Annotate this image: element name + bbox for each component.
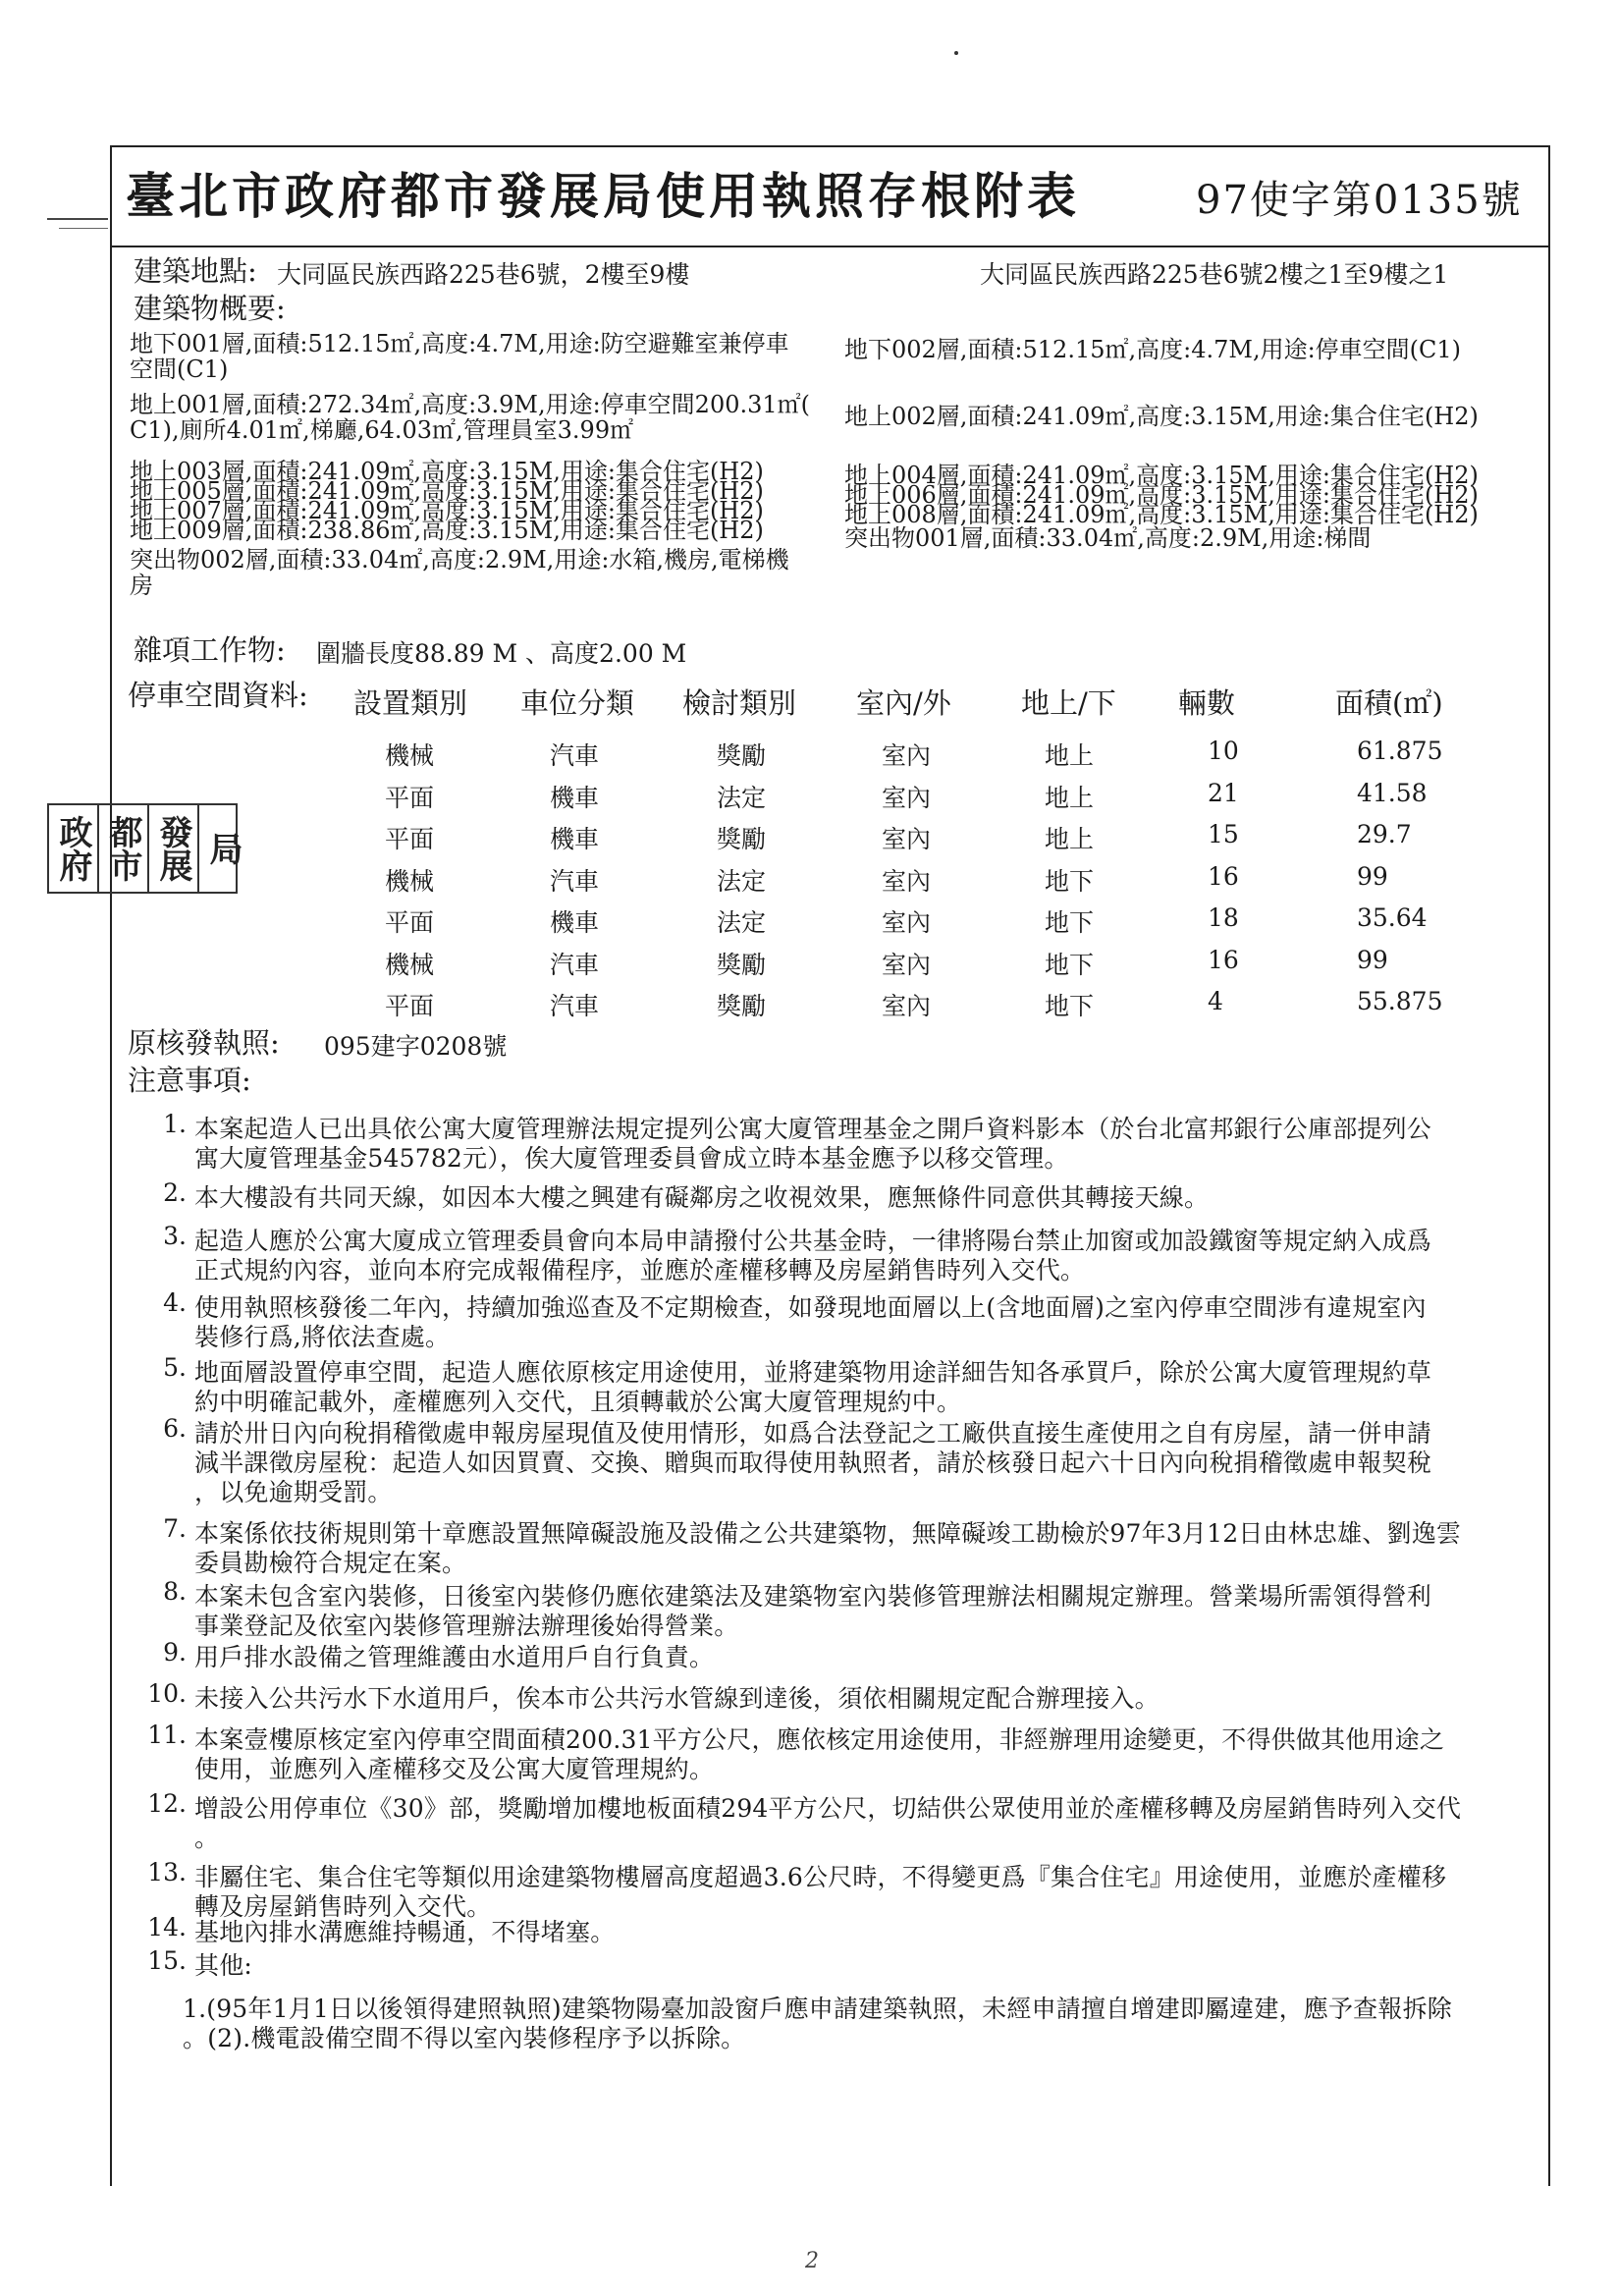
parking-cell: 平面 <box>385 825 435 853</box>
note-number: 4. <box>163 1288 187 1317</box>
parking-cell: 機車 <box>550 783 600 812</box>
note-number: 2. <box>163 1178 187 1207</box>
note-text: 裝修行爲,將依法查處。 <box>194 1323 451 1351</box>
parking-cell: 室內 <box>882 783 932 812</box>
overview-right-line: 地上008層,面積:241.09㎡,高度:3.15M,用途:集合住宅(H2) <box>844 501 1479 528</box>
note-text: 未接入公共污水下水道用戶，俟本市公共污水管線到達後，須依相關規定配合辦理接入。 <box>194 1684 1160 1713</box>
parking-label: 停車空間資料: <box>128 679 308 712</box>
parking-cell: 法定 <box>717 866 767 896</box>
parking-col-header: 檢討類別 <box>682 686 797 720</box>
parking-cell: 獎勵 <box>717 992 767 1020</box>
frame-left-rule <box>110 145 112 2186</box>
original-permit-label: 原核發執照: <box>128 1026 280 1060</box>
permit-number: 97使字第0135號 <box>1196 178 1523 223</box>
note-number: 1. <box>163 1110 187 1138</box>
misc-works-value: 圍牆長度88.89 M 、高度2.00 M <box>316 639 687 668</box>
overview-right-line: 地上002層,面積:241.09㎡,高度:3.15M,用途:集合住宅(H2) <box>844 403 1479 430</box>
overview-right-line: 地上006層,面積:241.09㎡,高度:3.15M,用途:集合住宅(H2) <box>844 481 1479 509</box>
note-number: 13. <box>147 1858 187 1886</box>
site-address: 大同區民族西路225巷6號，2樓至9樓 <box>277 260 690 289</box>
parking-cell: 平面 <box>385 992 435 1020</box>
note-text: ，以免逾期受罰。 <box>194 1478 393 1506</box>
parking-col-header: 室內/外 <box>856 686 951 720</box>
parking-cell: 室內 <box>882 908 932 937</box>
parking-cell: 29.7 <box>1357 820 1412 848</box>
note-text: 增設公用停車位《30》部，獎勵增加樓地板面積294平方公尺，切結供公眾使用並於產權移轉及房屋銷售時列入交代 <box>194 1794 1462 1823</box>
parking-col-header: 設置類別 <box>353 686 468 720</box>
note-text: 本案係依技術規則第十章應設置無障礙設施及設備之公共建築物，無障礙竣工勘檢於97年3月12日由林忠雄、劉逸雲 <box>194 1519 1462 1548</box>
parking-cell: 獎勵 <box>717 741 767 770</box>
note-text: 本案未包含室內裝修，日後室內裝修仍應依建築法及建築物室內裝修管理辦法相關規定辦理。營業場所需領得營利 <box>194 1582 1432 1611</box>
note-text: 約中明確記載外，產權應列入交代，且須轉載於公寓大廈管理規約中。 <box>194 1388 962 1416</box>
note-text: 地面層設置停車空間，起造人應依原核定用途使用，並將建築物用途詳細告知各承買戶，除於公寓大廈管理規約草 <box>194 1358 1432 1387</box>
note-number: 5. <box>163 1353 187 1382</box>
parking-cell: 35.64 <box>1357 903 1428 932</box>
note-number: 7. <box>163 1514 187 1543</box>
parking-cell: 地上 <box>1045 783 1095 812</box>
parking-cell: 55.875 <box>1357 987 1443 1015</box>
overview-left-line: 地上003層,面積:241.09㎡,高度:3.15M,用途:集合住宅(H2) <box>130 458 764 485</box>
parking-cell: 地下 <box>1045 866 1095 896</box>
overview-left-line: 地下001層,面積:512.15㎡,高度:4.7M,用途:防空避難室兼停車 <box>130 330 789 357</box>
parking-cell: 室內 <box>882 825 932 853</box>
note-text: 用戶排水設備之管理維護由水道用戶自行負責。 <box>194 1643 715 1671</box>
parking-cell: 機車 <box>550 908 600 937</box>
overview-label: 建築物概要: <box>134 292 286 325</box>
note-number: 14. <box>147 1913 187 1941</box>
scan-speck <box>954 51 958 55</box>
overview-left-line: 地上001層,面積:272.34㎡,高度:3.9M,用途:停車空間200.31㎡( <box>130 391 811 418</box>
overview-left-line: 地上005層,面積:241.09㎡,高度:3.15M,用途:集合住宅(H2) <box>130 477 764 505</box>
parking-cell: 獎勵 <box>717 950 767 979</box>
parking-cell: 地下 <box>1045 950 1095 979</box>
scan-artifact <box>47 218 108 220</box>
parking-cell: 18 <box>1208 903 1239 932</box>
parking-cell: 99 <box>1357 945 1388 974</box>
note-number: 8. <box>163 1577 187 1606</box>
parking-cell: 室內 <box>882 741 932 770</box>
note-text: 。 <box>194 1824 220 1852</box>
note-number: 3. <box>163 1222 187 1250</box>
notes-label: 注意事項: <box>128 1064 251 1097</box>
note-number: 11. <box>147 1721 187 1749</box>
overview-left-line: 房 <box>130 572 153 599</box>
overview-right-line: 地下002層,面積:512.15㎡,高度:4.7M,用途:停車空間(C1) <box>844 336 1462 363</box>
parking-cell: 法定 <box>717 908 767 937</box>
note-text: 其他: <box>194 1951 253 1980</box>
site-address-units: 大同區民族西路225巷6號2樓之1至9樓之1 <box>980 260 1449 289</box>
parking-cell: 4 <box>1208 987 1223 1015</box>
document-title: 臺北市政府都市發展局使用執照存根附表 <box>126 167 1080 225</box>
parking-cell: 法定 <box>717 783 767 812</box>
frame-right-rule <box>1548 145 1550 2186</box>
note-number: 6. <box>163 1414 187 1443</box>
parking-cell: 室內 <box>882 950 932 979</box>
parking-cell: 機械 <box>385 866 435 896</box>
parking-cell: 15 <box>1208 820 1239 848</box>
overview-left-line: 地上009層,面積:238.86㎡,高度:3.15M,用途:集合住宅(H2) <box>130 517 764 544</box>
parking-col-header: 面積(㎡) <box>1335 686 1443 720</box>
scan-artifact <box>59 228 108 229</box>
note-text: 非屬住宅、集合住宅等類似用途建築物樓層高度超過3.6公尺時，不得變更爲『集合住宅』用途使用，並應於產權移 <box>194 1863 1447 1891</box>
note-text: 正式規約內容，並向本府完成報備程序，並應於產權移轉及房屋銷售時列入交代。 <box>194 1256 1086 1285</box>
note-other-text: 。(2).機電設備空間不得以室內裝修程序予以拆除。 <box>183 2024 746 2052</box>
parking-cell: 99 <box>1357 861 1388 891</box>
note-number: 9. <box>163 1638 187 1667</box>
note-text: 請於卅日內向稅捐稽徵處申報房屋現值及使用情形，如爲合法登記之工廠供直接生產使用之自有房屋，請一併申請 <box>194 1419 1432 1448</box>
note-number: 12. <box>147 1789 187 1818</box>
note-text: 委員勘檢符合規定在案。 <box>194 1549 467 1577</box>
parking-cell: 41.58 <box>1357 778 1428 807</box>
note-number: 15. <box>147 1946 187 1975</box>
note-text: 使用，並應列入產權移交及公寓大廈管理規約。 <box>194 1755 715 1783</box>
overview-left-line: 地上007層,面積:241.09㎡,高度:3.15M,用途:集合住宅(H2) <box>130 497 764 524</box>
parking-cell: 地下 <box>1045 992 1095 1020</box>
parking-col-header: 地上/下 <box>1021 686 1116 720</box>
frame-top-rule <box>110 145 1550 147</box>
note-text: 本大樓設有共同天線，如因本大樓之興建有礙鄰房之收視效果，應無條件同意供其轉接天線。 <box>194 1183 1210 1212</box>
parking-cell: 機械 <box>385 741 435 770</box>
original-permit-value: 095建字0208號 <box>324 1032 508 1061</box>
note-text: 本案起造人已出具依公寓大廈管理辦法規定提列公寓大廈管理基金之開戶資料影本（於台北富邦銀行公庫部提列公 <box>194 1115 1432 1143</box>
parking-cell: 平面 <box>385 908 435 937</box>
overview-left-line: 空間(C1) <box>130 355 229 383</box>
title-divider <box>110 246 1550 247</box>
note-text: 事業登記及依室內裝修管理辦法辦理後始得營業。 <box>194 1612 739 1640</box>
parking-col-header: 車位分類 <box>520 686 635 720</box>
parking-cell: 汽車 <box>550 741 600 770</box>
note-text: 使用執照核發後二年內，持續加強巡查及不定期檢查，如發現地面層以上(含地面層)之室內停車空間涉有違規室內 <box>194 1293 1427 1322</box>
parking-cell: 16 <box>1208 861 1239 891</box>
parking-col-header: 輛數 <box>1178 686 1236 720</box>
parking-cell: 汽車 <box>550 950 600 979</box>
parking-cell: 平面 <box>385 783 435 812</box>
overview-left-line: 突出物002層,面積:33.04㎡,高度:2.9M,用途:水箱,機房,電梯機 <box>130 546 789 574</box>
overview-right-line: 突出物001層,面積:33.04㎡,高度:2.9M,用途:梯間 <box>844 524 1372 552</box>
note-text: 減半課徵房屋稅：起造人如因買賣、交換、贈與而取得使用執照者，請於核發日起六十日內向稅捐稽徵處申報契稅 <box>194 1449 1432 1477</box>
parking-cell: 地下 <box>1045 908 1095 937</box>
misc-works-label: 雜項工作物: <box>134 633 286 667</box>
parking-cell: 61.875 <box>1357 737 1443 765</box>
parking-cell: 汽車 <box>550 992 600 1020</box>
overview-right-line: 地上004層,面積:241.09㎡,高度:3.15M,用途:集合住宅(H2) <box>844 462 1479 489</box>
parking-cell: 室內 <box>882 992 932 1020</box>
note-text: 寓大廈管理基金545782元），俟大廈管理委員會成立時本基金應予以移交管理。 <box>194 1144 1069 1173</box>
parking-cell: 汽車 <box>550 866 600 896</box>
note-text: 轉及房屋銷售時列入交代。 <box>194 1892 492 1921</box>
parking-cell: 機車 <box>550 825 600 853</box>
page-number: 2 <box>805 2249 819 2273</box>
note-text: 基地內排水溝應維持暢通，不得堵塞。 <box>194 1918 616 1946</box>
site-label: 建築地點: <box>134 254 257 288</box>
note-number: 10. <box>147 1679 187 1708</box>
note-text: 本案壹樓原核定室內停車空間面積200.31平方公尺，應依核定用途使用，非經辦理用途變更，不得供做其他用途之 <box>194 1725 1445 1754</box>
parking-cell: 室內 <box>882 866 932 896</box>
parking-cell: 地上 <box>1045 741 1095 770</box>
parking-cell: 21 <box>1208 778 1239 807</box>
parking-cell: 16 <box>1208 945 1239 974</box>
parking-cell: 10 <box>1208 737 1239 765</box>
note-other-text: 1.(95年1月1日以後領得建照執照)建築物陽臺加設窗戶應申請建築執照，未經申請擅自增建即屬違建，應予查報拆除 <box>183 1995 1452 2023</box>
parking-cell: 獎勵 <box>717 825 767 853</box>
parking-cell: 地上 <box>1045 825 1095 853</box>
note-text: 起造人應於公寓大廈成立管理委員會向本局申請撥付公共基金時，一律將陽台禁止加窗或加設鐵窗等規定納入成爲 <box>194 1227 1432 1255</box>
official-seal: 政府 都市 發展 局 <box>47 803 238 894</box>
parking-cell: 機械 <box>385 950 435 979</box>
overview-left-line: C1),廁所4.01㎡,梯廳,64.03㎡,管理員室3.99㎡ <box>130 416 634 444</box>
